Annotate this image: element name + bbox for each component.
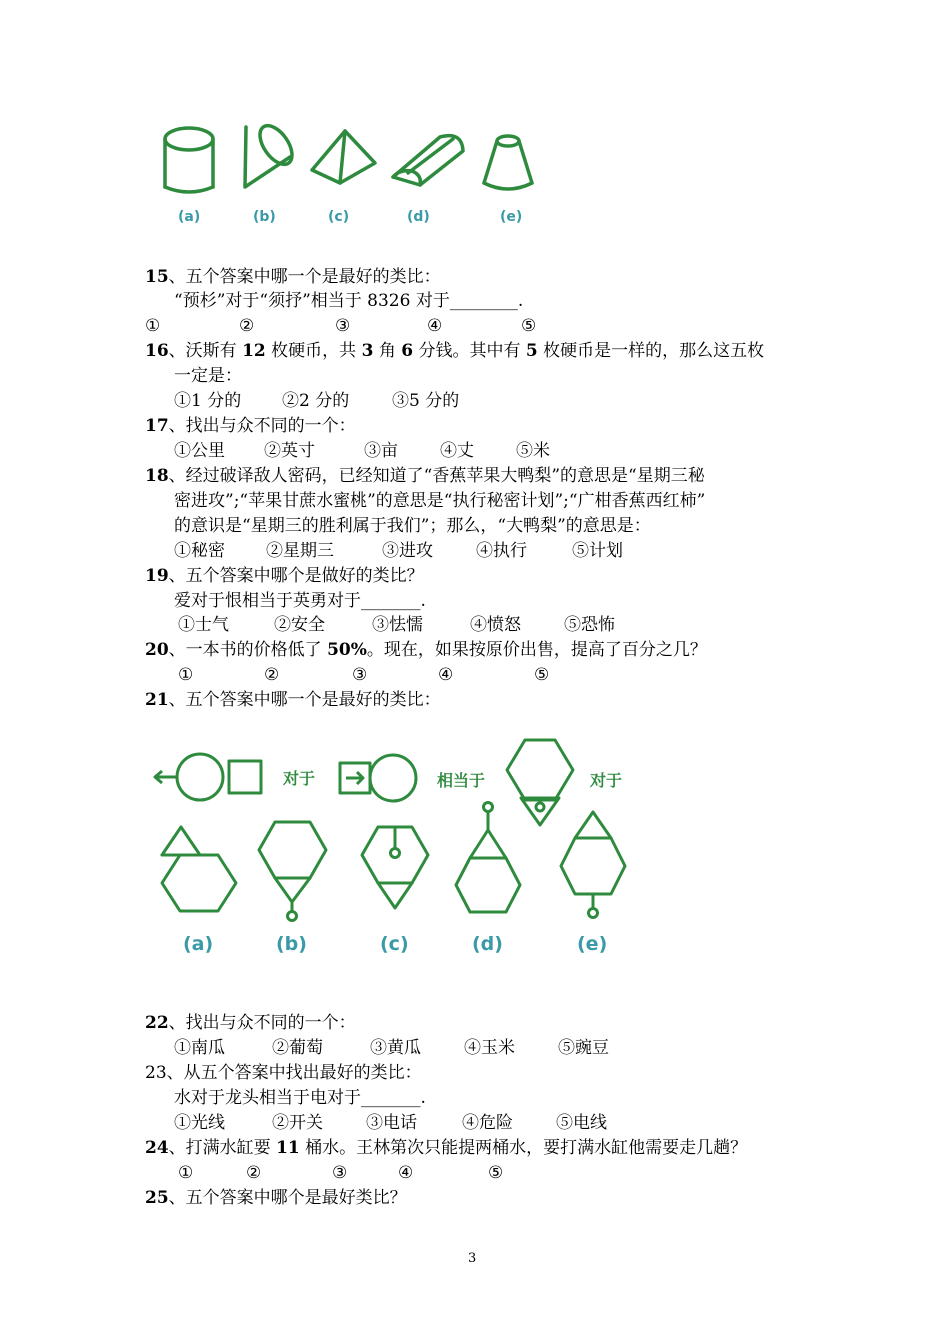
question-19-options xyxy=(178,614,615,636)
option[interactable]: ② xyxy=(239,316,255,336)
word-xiangdangyu: 相当于 xyxy=(437,771,486,790)
option[interactable]: ③亩 xyxy=(364,441,398,461)
option[interactable]: ③ xyxy=(335,316,351,336)
shape-label-e: (e) xyxy=(500,209,523,225)
option-c-shape xyxy=(362,827,428,908)
option[interactable]: ⑤ xyxy=(534,665,550,685)
option-label-a: (a) xyxy=(183,933,214,955)
option[interactable]: ④玉米 xyxy=(464,1038,515,1058)
question-18: 18、经过破译敌人密码，已经知道了“香蕉苹果大鸭梨”的意思是“星期三秘 xyxy=(145,466,705,486)
cylinder-shape xyxy=(165,128,213,192)
option[interactable]: ④ xyxy=(438,665,454,685)
half-cylinder-shape xyxy=(393,136,463,185)
option[interactable]: ②安全 xyxy=(274,615,325,635)
option-label-b: (b) xyxy=(276,933,307,955)
option-d-shape xyxy=(456,803,520,913)
question-22: 22、找出与众不同的一个： xyxy=(145,1013,356,1033)
option[interactable]: ④愤怒 xyxy=(470,615,521,635)
option[interactable]: ①光线 xyxy=(174,1113,225,1133)
option[interactable]: ② xyxy=(264,665,280,685)
option[interactable]: ①士气 xyxy=(178,615,229,635)
frustum-shape xyxy=(484,136,532,189)
option[interactable]: ④执行 xyxy=(476,541,527,561)
pyramid-shape xyxy=(312,131,375,183)
option[interactable]: ① xyxy=(145,316,161,336)
shape-label-a: (a) xyxy=(178,209,201,225)
question-16: 16、沃斯有 12 枚硬币，共 3 角 6 分钱。其中有 5 枚硬币是一样的，那么这五枚 xyxy=(145,341,765,361)
solid-shapes-figure xyxy=(150,115,550,235)
question-16-options xyxy=(174,390,459,412)
option-e-shape xyxy=(561,812,625,918)
word-duiyu-1: 对于 xyxy=(283,769,316,788)
option[interactable]: ⑤计划 xyxy=(572,541,623,561)
option[interactable]: ④丈 xyxy=(440,441,474,461)
option[interactable]: ② xyxy=(246,1163,262,1183)
option[interactable]: ① xyxy=(178,665,194,685)
question-24-options xyxy=(178,1162,503,1184)
question-16-line2: 一定是： xyxy=(174,366,242,386)
question-20-options xyxy=(178,664,549,686)
question-20: 20、一本书的价格低了 50%。现在，如果按原价出售，提高了百分之几？ xyxy=(145,640,707,660)
option-label-c: (c) xyxy=(380,933,409,955)
option-label-d: (d) xyxy=(472,933,503,955)
option[interactable]: ②开关 xyxy=(272,1113,323,1133)
option-b-shape xyxy=(259,822,326,921)
question-25: 25、五个答案中哪个是最好类比？ xyxy=(145,1188,407,1208)
option[interactable]: ②英寸 xyxy=(264,441,315,461)
option[interactable]: ⑤豌豆 xyxy=(558,1038,609,1058)
question-21: 21、五个答案中哪一个是最好的类比： xyxy=(145,690,441,710)
option[interactable]: ⑤ xyxy=(521,316,537,336)
question-23: 23、从五个答案中找出最好的类比： xyxy=(145,1063,422,1083)
premise-1-shape xyxy=(155,754,261,800)
option[interactable]: ③ xyxy=(332,1163,348,1183)
option[interactable]: ① xyxy=(178,1163,194,1183)
option[interactable]: ①南瓜 xyxy=(174,1038,225,1058)
page-number: 3 xyxy=(468,1251,477,1266)
cone-shape xyxy=(245,120,298,187)
question-15-analogy: “预杉”对于“须抒”相当于 8326 对于________. xyxy=(174,291,524,311)
option[interactable]: ①公里 xyxy=(174,441,225,461)
question-19-analogy: 爱对于恨相当于英勇对于_______. xyxy=(174,591,426,611)
question-23-analogy: 水对于龙头相当于电对于_______. xyxy=(174,1088,426,1108)
question-18-line3: 的意识是“星期三的胜利属于我们”；那么，“大鸭梨”的意思是： xyxy=(174,516,651,536)
question-17: 17、找出与众不同的一个： xyxy=(145,416,356,436)
option[interactable]: ④ xyxy=(398,1163,414,1183)
question-22-options xyxy=(174,1037,609,1059)
shape-label-d: (d) xyxy=(407,209,430,225)
option[interactable]: ③怯懦 xyxy=(372,615,423,635)
question-15: 15、五个答案中哪一个是最好的类比： xyxy=(145,267,441,287)
question-24: 24、打满水缸要 11 桶水。王林第次只能提两桶水，要打满水缸他需要走几趟？ xyxy=(145,1138,748,1158)
question-23-options xyxy=(174,1112,607,1134)
shape-label-c: (c) xyxy=(328,209,350,225)
shape-analogy-figure xyxy=(145,730,645,970)
option[interactable]: ④危险 xyxy=(462,1113,513,1133)
option[interactable]: ④ xyxy=(427,316,443,336)
premise-2-shape xyxy=(340,755,416,801)
option[interactable]: ③5 分的 xyxy=(392,391,460,411)
option-a-shape xyxy=(162,827,236,911)
question-18-line2: 密进攻”;“苹果甘蔗水蜜桃”的意思是“执行秘密计划”;“广柑香蕉西红柿” xyxy=(174,491,706,511)
shape-label-b: (b) xyxy=(253,209,276,225)
option-label-e: (e) xyxy=(577,933,608,955)
premise-3-shape xyxy=(507,740,573,825)
question-17-options xyxy=(174,440,550,462)
option[interactable]: ⑤恐怖 xyxy=(564,615,615,635)
question-19: 19、五个答案中哪个是做好的类比？ xyxy=(145,566,424,586)
option[interactable]: ②2 分的 xyxy=(282,391,350,411)
question-15-options xyxy=(145,315,536,337)
question-18-options xyxy=(174,540,623,562)
option[interactable]: ③进攻 xyxy=(382,541,433,561)
option[interactable]: ③ xyxy=(352,665,368,685)
option[interactable]: ②星期三 xyxy=(266,541,334,561)
option[interactable]: ①1 分的 xyxy=(174,391,242,411)
option[interactable]: ①秘密 xyxy=(174,541,225,561)
option[interactable]: ③电话 xyxy=(366,1113,417,1133)
option[interactable]: ⑤米 xyxy=(516,441,550,461)
option[interactable]: ⑤ xyxy=(488,1163,504,1183)
option[interactable]: ②葡萄 xyxy=(272,1038,323,1058)
option[interactable]: ⑤电线 xyxy=(556,1113,607,1133)
word-duiyu-2: 对于 xyxy=(590,771,623,790)
option[interactable]: ③黄瓜 xyxy=(370,1038,421,1058)
